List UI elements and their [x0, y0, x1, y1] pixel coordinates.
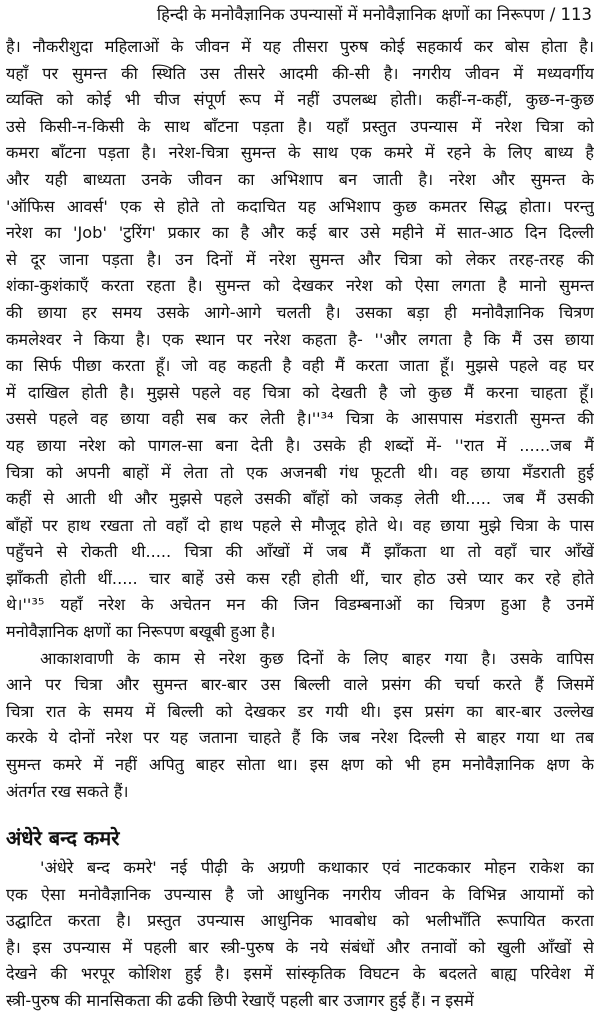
text-line: कमरा बाँटना पड़ता है। नरेश-चित्रा सुमन्त के साथ एक कमरे में रहने के लिए बाध्य है	[6, 143, 594, 163]
section-heading: अंधेरे बन्द कमरे	[6, 826, 120, 850]
text-line: स्त्री-पुरुष की मानसिकता की ढकी छिपी रेखाएँ पहली बार उजागर हुई हैं। न इसमें	[6, 990, 474, 1010]
text-line: 'ऑफिस आवर्स' एक से होते तो कदाचित यह अभिशाप कुछ कमतर सिद्ध होता। परन्तु	[6, 196, 594, 216]
text-line: नरेश का 'Job' 'टुरिंग' प्रकार का है और कई बार उसे महीने में सात-आठ दिन दिल्ली	[6, 223, 594, 243]
text-line: उससे पहले वह छाया वही सब कर लेती है।''³⁴ चित्रा के आसपास मंडराती सुमन्त की	[6, 409, 594, 429]
text-line: करके ये दोनों नरेश पर यह जताना चाहते हैं कि जब नरेश दिल्ली से बाहर गया था तब	[6, 728, 594, 748]
text-line: देखने की भरपूर कोशिश हुई है। इसमें सांस्कृतिक विघटन के बदलते बाह्य परिवेश में	[6, 964, 594, 984]
text-line: आने पर चित्रा और सुमन्त बार-बार उस बिल्ली वाले प्रसंग की चर्चा करते हैं जिसमें	[6, 675, 594, 695]
text-line: से दूर जाना पड़ता है। उन दिनों में नरेश सुमन्त और चित्रा को लेकर तरह-तरह की	[6, 249, 594, 269]
paragraph-2	[6, 646, 594, 806]
text-line: उसे किसी-न-किसी के साथ बाँटना पड़ता है। यहाँ प्रस्तुत उपन्यास में नरेश चित्रा को	[6, 116, 594, 136]
text-line: उद्घाटित करता है। प्रस्तुत उपन्यास आधुनिक भावबोध को भलीभाँति रूपायित करता	[6, 911, 594, 931]
text-line: बाँहों पर हाथ रखता तो वहाँ दो हाथ पहले से मौजूद होते थे। वह छाया मुझे चित्रा के पास	[6, 515, 594, 535]
text-line: की छाया हर समय उसके आगे-आगे चलती है। उसका बड़ा ही मनोवैज्ञानिक चित्रण	[6, 302, 594, 322]
body-text	[6, 34, 594, 805]
text-line: एक ऐसा मनोवैज्ञानिक उपन्यास है जो आधुनिक नगरीय जीवन के विभिन्न आयामों को	[6, 884, 594, 904]
section-paragraph	[6, 855, 594, 1015]
text-line: यहाँ पर सुमन्त की स्थिति उस तीसरे आदमी की-सी है। नगरीय जीवन में मध्यवर्गीय	[6, 63, 594, 83]
text-line: में दाखिल होती है। मुझसे पहले वह चित्रा को देखती है जो कुछ मैं करना चाहता हूँ।	[6, 382, 594, 402]
text-line: कमलेश्वर ने किया है। एक स्थान पर नरेश कहता है- ''और लगता है कि मैं उस छाया	[6, 329, 594, 349]
text-line: यह छाया नरेश को पागल-सा बना देती है। उसके ही शब्दों में- ''रात में ......जब मैं	[6, 435, 594, 455]
paragraph-1	[6, 34, 594, 646]
text-line: अंतर्गत रख सकते हैं।	[6, 781, 129, 801]
text-line: चित्रा रात के समय में बिल्ली को देखकर डर गयी थी। इस प्रसंग का बार-बार उल्लेख	[6, 701, 594, 721]
section-andhere-band-kamre	[6, 815, 594, 1015]
text-line: चित्रा को अपनी बाहों में लेता तो एक अजनबी गंध फूटती थी। वह छाया मँडराती हुई	[6, 462, 594, 482]
text-line: शंका-कुशंकाएँ करता रहता है। सुमन्त को देखकर नरेश को ऐसा लगता है मानो सुमन्त	[6, 276, 594, 296]
text-line: 'अंधेरे बन्द कमरे' नई पीढ़ी के अग्रणी कथाकार एवं नाटककार मोहन राकेश का	[40, 858, 594, 877]
text-line: थे।''³⁵ यहाँ नरेश के अचेतन मन की जिन विडम्बनाओं का चित्रण हुआ है उनमें	[6, 595, 594, 615]
text-line: कहीं से आती थी और मुझसे पहले उसकी बाँहों को जकड़ लेती थी..... जब मैं उसकी	[6, 489, 594, 509]
text-line: पहुँचने से रोकती थी..... चित्रा की आँखों में जब मैं झाँकता था तो वहाँ चार आँखें	[6, 542, 594, 562]
text-line: आकाशवाणी के काम से नरेश कुछ दिनों के लिए बाहर गया है। उसके वापिस	[40, 648, 594, 668]
text-line: का सिर्फ पीछा करता हूँ। जो वह कहती है वही मैं करता जाता हूँ। मुझसे पहले वह घर	[6, 356, 594, 376]
text-line: मनोवैज्ञानिक क्षणों का निरूपण बखूबी हुआ है।	[6, 622, 276, 642]
text-line: सुमन्त कमरे में नहीं अपितु बाहर सोता था। इस क्षण को भी हम मनोवैज्ञानिक क्षण के	[6, 755, 594, 775]
text-line: झाँकती होती थीं..... चार बाहें उसे कस रही होती थीं, चार होठ उसे प्यार कर रहे होते	[6, 568, 594, 588]
running-head: हिन्दी के मनोवैज्ञानिक उपन्यासों में मनोवैज्ञानिक क्षणों का निरूपण / 113	[156, 5, 592, 24]
text-line: व्यक्ति को कोई भी चीज संपूर्ण रूप में नहीं उपलब्ध होती। कहीं-न-कहीं, कुछ-न-कुछ	[6, 90, 594, 110]
text-line: है। नौकरीशुदा महिलाओं के जीवन में यह तीसरा पुरुष कोई सहकार्य कर बोस होता है।	[6, 37, 594, 56]
text-line: है। इस उपन्यास में पहली बार स्त्री-पुरुष के नये संबंधों और तनावों को खुली आँखों से	[6, 937, 594, 957]
text-line: और यही बाध्यता उनके जीवन का अभिशाप बन जाती है। नरेश और सुमन्त के	[6, 169, 594, 189]
